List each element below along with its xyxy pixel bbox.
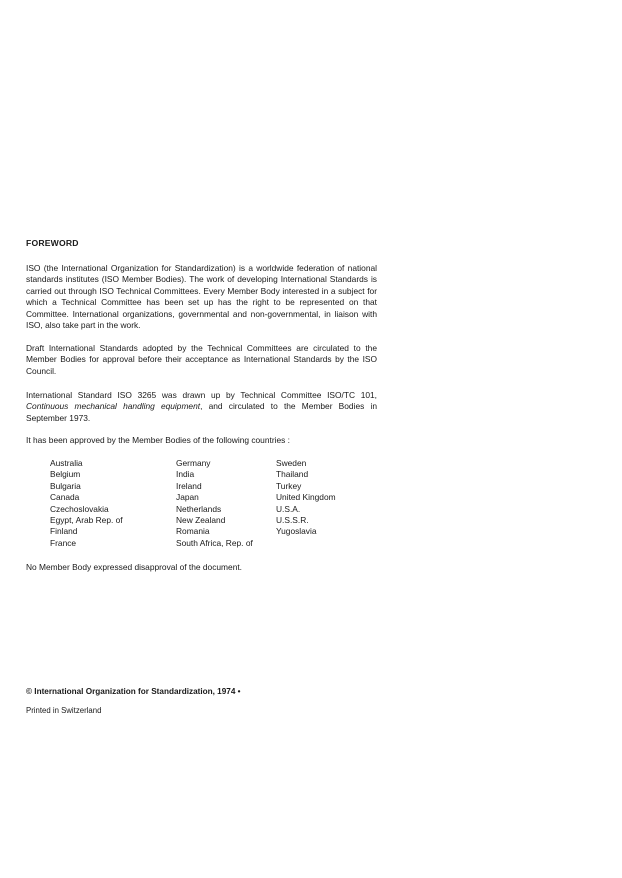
country-item: Canada [50,492,80,503]
country-item: U.S.S.R. [276,515,309,526]
country-item: Romania [176,526,210,537]
country-item: Finland [50,526,78,537]
country-item: India [176,469,195,480]
country-item: Ireland [176,480,202,491]
country-item: Bulgaria [50,480,81,491]
country-item: South Africa, Rep. of [176,537,253,548]
country-item: New Zealand [176,515,226,526]
copyright-notice: © International Organization for Standardization, 1974 • [26,687,241,696]
country-item: Czechoslovakia [50,503,109,514]
country-item: Egypt, Arab Rep. of [50,515,123,526]
country-column-2 [176,458,253,549]
paragraph-draft-standards: Draft International Standards adopted by the Technical Committees are circulated to the Member Bodies for approval before their acceptance as International Standards by the ISO Council. [26,343,377,376]
country-item: Turkey [276,480,302,491]
country-item: Australia [50,458,83,468]
country-item: U.S.A. [276,503,301,514]
country-item: United Kingdom [276,492,336,503]
country-item: Sweden [276,458,307,468]
printed-location: Printed in Switzerland [26,706,102,715]
country-item: Thailand [276,469,309,480]
paragraph-iso-intro: ISO (the International Organization for Standardization) is a worldwide federation of national standards institutes (ISO Member Bodies). The work of developing International Standards is carried out through ISO Technical Committees. Every Member Body interested in a subject for which a Technical Committee has been set up has the right to be represented on that Committee. International organizations, governmental and non-governmental, in liaison with ISO, also take part in the work. [26,263,377,331]
country-item: Netherlands [176,503,222,514]
country-column-3 [276,458,336,538]
paragraph-no-disapproval: No Member Body expressed disapproval of the document. [26,562,243,572]
paragraph-approval: It has been approved by the Member Bodies of the following countries : [26,435,290,445]
country-item: Japan [176,492,199,503]
country-item: Germany [176,458,211,468]
foreword-heading: FOREWORD [26,238,79,248]
paragraph-iso-3265-after: , and circulated to the Member Bodies in September 1973. [26,401,377,423]
country-item: Yugoslavia [276,526,317,537]
paragraph-iso-3265 [26,390,377,424]
paragraph-iso-3265-before: International Standard ISO 3265 was drawn up by Technical Committee ISO/TC 101, [26,390,377,400]
country-item: France [50,537,77,548]
country-column-1 [50,458,123,549]
country-item: Belgium [50,469,81,480]
committee-title: Continuous mechanical handling equipment [26,401,201,412]
